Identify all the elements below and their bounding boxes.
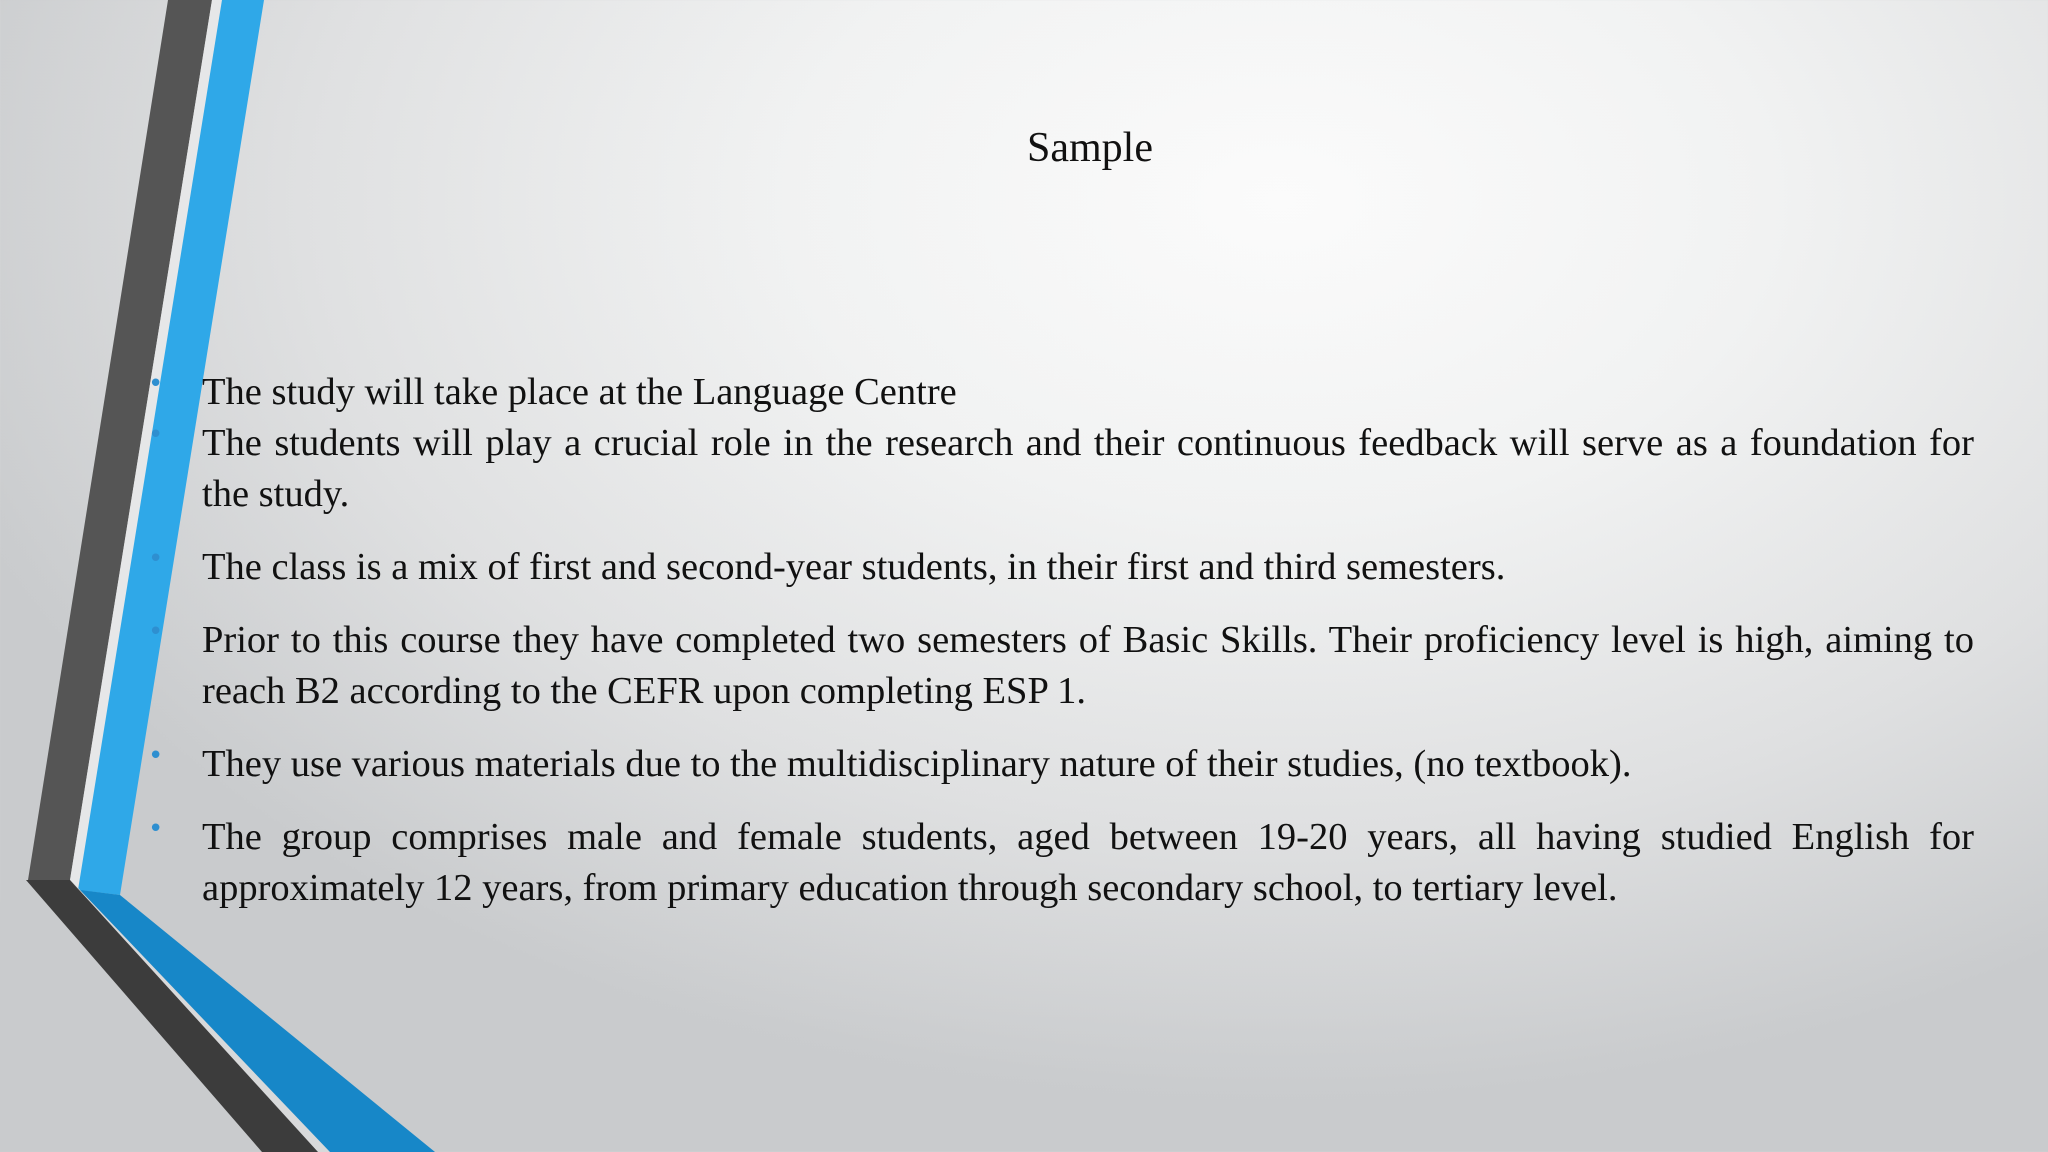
bullet-item (148, 739, 1974, 790)
bullet-text: The students will play a crucial role in the research and their continuous feedback will serve as a foundation for the study. (202, 422, 1974, 515)
bullet-text: The class is a mix of first and second-year students, in their first and third semesters. (202, 546, 1506, 588)
bullet-list (148, 367, 1974, 914)
bullet-icon: • (148, 544, 164, 574)
bullet-icon: • (148, 814, 164, 844)
bullet-item (148, 812, 1974, 914)
light-diagonal-divider (70, 880, 330, 1152)
bullet-text: The group comprises male and female students, aged between 19-20 years, all having studied English for approximately 12 years, from primary education through secondary school, to tertiary level. (202, 816, 1974, 909)
bullet-text: They use various materials due to the multidisciplinary nature of their studies, (no textbook). (202, 743, 1632, 785)
bullet-item (148, 615, 1974, 717)
bullet-item (148, 367, 1974, 418)
bullet-icon: • (148, 741, 164, 771)
bullet-item (148, 418, 1974, 520)
bullet-text: Prior to this course they have completed two semesters of Basic Skills. Their proficiency level is high, aiming to reach B2 according to the CEFR upon completing ESP 1. (202, 619, 1974, 712)
dark-diagonal-stripe (26, 880, 325, 1152)
slide-title: Sample (1027, 125, 1153, 171)
bullet-icon: • (148, 420, 164, 450)
bullet-icon: • (148, 617, 164, 647)
bullet-item (148, 542, 1974, 593)
bullet-text: The study will take place at the Language Centre (202, 371, 957, 413)
bullet-icon: • (148, 369, 164, 399)
